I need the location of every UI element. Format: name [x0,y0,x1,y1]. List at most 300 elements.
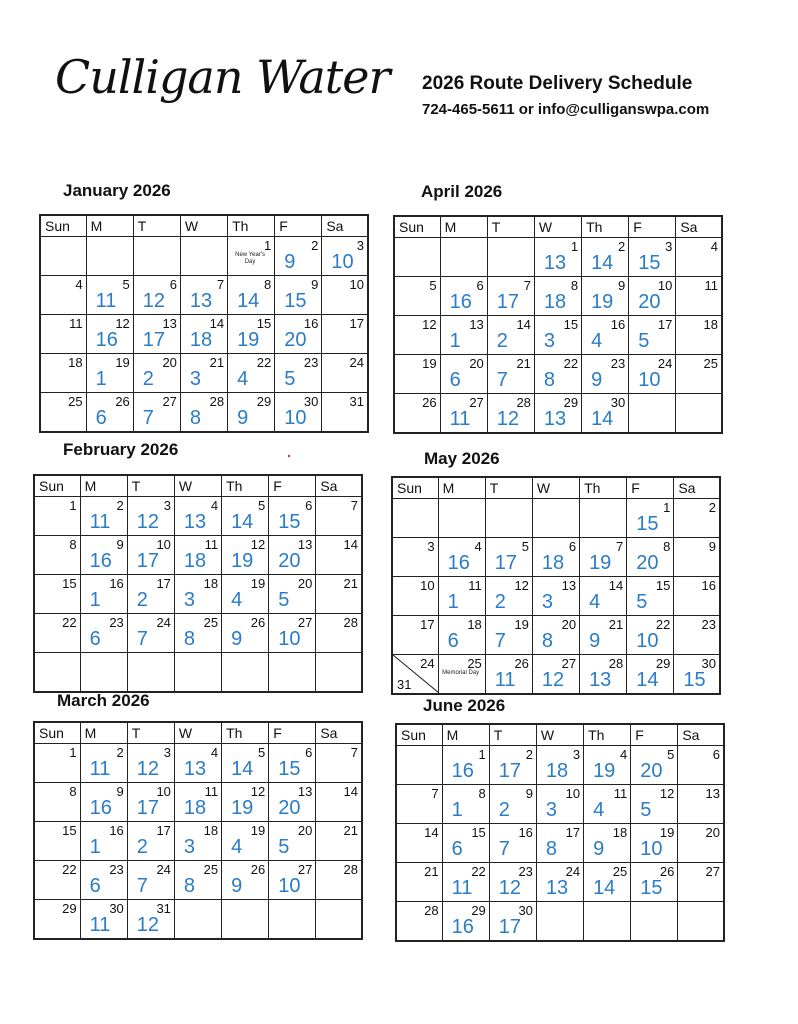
route-number: 10 [331,251,354,273]
day-cell [532,499,579,538]
day-number: 19 [514,617,529,632]
day-cell [627,577,674,616]
route-number: 2 [496,330,508,352]
day-number: 9 [311,277,319,292]
day-number: 29 [62,901,77,916]
route-number: 5 [638,330,650,352]
day-cell [678,902,724,942]
day-cell [392,538,438,577]
day-number: 6 [476,278,484,293]
route-number: 16 [95,329,118,351]
day-cell [269,822,316,861]
day-cell [180,315,227,354]
day-cell [442,824,489,863]
route-number: 7 [494,630,506,652]
route-number: 18 [543,291,567,313]
route-number: 9 [231,628,243,650]
day-cell [582,316,629,355]
route-number: 13 [183,758,207,780]
day-cell [536,746,583,785]
day-cell [438,538,485,577]
day-cell [580,538,627,577]
route-number: 1 [449,330,461,352]
day-number: 7 [523,278,531,293]
weekday-header: Th [580,477,627,499]
calendar-march [33,721,363,940]
weekday-header: W [174,722,221,744]
day-number: 22 [563,356,579,371]
day-cell [34,822,80,861]
day-number: 26 [250,862,266,877]
week-row [394,316,722,355]
day-number: 4 [474,539,482,554]
day-cell [489,746,536,785]
route-number: 5 [278,589,290,611]
day-number: 13 [297,784,313,799]
day-cell [127,497,174,536]
week-row [34,614,362,653]
day-cell [678,863,724,902]
weekday-header: Sun [394,216,440,238]
route-number: 18 [183,550,207,572]
day-number: 23 [518,864,533,879]
day-cell [489,863,536,902]
day-cell [127,653,174,693]
day-number: 26 [514,656,529,671]
day-cell [629,277,676,316]
day-cell [34,783,80,822]
holiday-note: New Year's Day [235,252,265,265]
route-number: 10 [636,630,659,652]
week-row [40,354,368,393]
day-number: 27 [561,656,577,671]
route-number: 3 [543,330,556,352]
route-number: 4 [593,799,605,821]
day-cell [34,614,80,653]
week-row [34,822,362,861]
day-cell [275,276,322,315]
day-cell [133,354,180,393]
day-cell [580,577,627,616]
day-number: 21 [424,864,439,879]
day-cell [86,315,133,354]
day-cell [80,536,127,575]
stray-dot [288,455,290,457]
day-number: 17 [156,823,171,838]
week-row [40,276,368,315]
day-number: 11 [704,278,718,293]
day-number: 6 [568,539,577,554]
week-row [34,575,362,614]
route-number: 10 [284,407,307,429]
weekday-header: Th [222,722,269,744]
route-number: 10 [638,369,661,391]
route-number: 12 [142,290,166,312]
day-number: 3 [163,498,171,513]
day-cell [582,238,629,277]
week-row [34,861,362,900]
day-number: 25 [68,394,83,409]
route-number: 4 [591,330,603,352]
day-cell [40,315,86,354]
route-number: 8 [543,369,556,391]
route-number: 9 [237,407,249,429]
day-number: 30 [518,903,533,918]
day-number: 3 [572,747,581,762]
route-number: 12 [496,408,520,430]
route-number: 11 [89,511,111,533]
day-number: 1 [663,500,671,515]
day-cell [322,354,368,393]
day-cell [222,783,269,822]
weekday-header: T [133,215,180,237]
calendar-june [395,723,725,942]
day-number: 5 [667,747,675,762]
weekday-header: Sun [34,475,80,497]
day-cell [86,237,133,276]
week-row [34,783,362,822]
route-number: 10 [278,875,301,897]
day-number: 19 [250,823,266,838]
weekday-header: Th [584,724,631,746]
weekday-header: Sun [396,724,442,746]
day-cell [485,655,532,695]
week-row [396,863,724,902]
culligan-logo: Culligan Water [55,50,390,104]
day-number: 12 [514,578,529,593]
day-number: 16 [701,578,716,593]
weekday-header: Th [582,216,629,238]
day-cell [534,355,581,394]
route-number: 17 [496,291,520,313]
day-cell [80,783,127,822]
day-cell [631,785,678,824]
day-cell [127,783,174,822]
week-row [34,900,362,940]
day-number: 30 [610,395,626,410]
day-number: 31 [397,677,412,692]
day-cell [485,577,532,616]
route-number: 12 [498,877,522,899]
day-number: 21 [608,617,624,632]
route-number: 17 [498,760,522,782]
day-cell [394,394,440,434]
day-cell [222,822,269,861]
day-cell [396,863,442,902]
day-number: 9 [617,278,626,293]
day-number: 5 [257,498,266,513]
weekday-header: W [532,477,579,499]
day-number: 24 [156,615,171,630]
month-title-february: February 2026 [63,440,179,459]
route-number: 12 [136,511,160,533]
calendar-january [39,214,369,433]
day-cell [316,614,362,653]
day-number: 8 [478,786,486,801]
route-number: 16 [449,291,472,313]
route-number: 19 [589,552,612,574]
day-cell [269,744,316,783]
day-number: 16 [610,317,626,332]
day-cell [487,277,534,316]
day-cell [674,616,720,655]
day-number: 15 [256,316,272,331]
day-cell [676,277,722,316]
day-cell [80,900,127,940]
day-cell [627,616,674,655]
day-number: 2 [708,500,716,515]
day-number: 17 [657,317,673,332]
day-number: 31 [156,901,171,916]
day-number: 30 [701,656,716,671]
day-cell [133,393,180,433]
month-title-june: June 2026 [423,696,506,715]
day-number: 27 [162,394,177,409]
day-number: 3 [356,238,364,253]
day-cell [34,497,80,536]
day-number: 26 [422,395,437,410]
weekday-header: Sa [322,215,368,237]
day-cell [582,394,629,434]
day-cell [676,238,722,277]
day-number: 12 [250,784,266,799]
day-cell [536,785,583,824]
weekday-header: M [80,722,127,744]
day-cell [222,744,269,783]
day-number: 29 [471,903,486,918]
day-cell [631,902,678,942]
month-title-may: May 2026 [424,449,500,468]
day-cell [174,575,221,614]
day-number: 10 [156,784,171,799]
holiday-note: Memorial Day [442,670,480,676]
day-number: 27 [469,395,484,410]
day-cell [222,497,269,536]
week-row [396,824,724,863]
day-number: 9 [116,784,124,799]
day-number: 3 [163,745,171,760]
day-number: 13 [162,316,177,331]
day-cell [394,277,440,316]
day-cell [584,746,631,785]
day-cell [442,785,489,824]
day-cell [676,316,722,355]
day-cell [316,861,362,900]
day-number: 4 [75,277,83,292]
day-number: 22 [471,864,486,879]
day-number: 30 [303,394,319,409]
day-number: 21 [516,356,531,371]
day-number: 25 [612,864,628,879]
weekday-header: W [536,724,583,746]
day-number: 16 [303,316,319,331]
day-cell [438,499,485,538]
route-number: 6 [447,630,459,652]
route-number: 16 [89,797,112,819]
day-cell [392,655,438,695]
day-number: 18 [467,617,482,632]
day-number: 25 [467,656,482,671]
day-number: 2 [617,239,626,254]
day-cell [127,744,174,783]
route-number: 7 [136,875,148,897]
route-number: 16 [447,552,470,574]
day-number: 16 [518,825,533,840]
day-number: 11 [204,784,219,799]
day-cell [487,316,534,355]
day-number: 24 [156,862,171,877]
weekday-header: T [487,216,534,238]
day-cell [269,497,316,536]
route-number: 2 [494,591,506,613]
day-cell [34,653,80,693]
day-cell [316,653,362,693]
day-cell [34,575,80,614]
day-cell [34,744,80,783]
day-cell [532,616,579,655]
day-number: 15 [62,823,77,838]
day-number: 21 [343,576,358,591]
route-number: 18 [545,760,569,782]
day-number: 24 [420,656,435,671]
route-number: 14 [231,511,254,533]
day-cell [534,316,581,355]
route-number: 12 [136,914,160,936]
route-number: 5 [636,591,648,613]
week-row [34,536,362,575]
day-number: 22 [62,862,77,877]
day-number: 20 [297,823,313,838]
route-number: 11 [451,877,473,899]
route-number: 14 [636,669,659,691]
week-row [392,577,720,616]
day-cell [222,536,269,575]
weekday-header: Th [228,215,275,237]
day-number: 18 [612,825,628,840]
day-number: 30 [109,901,124,916]
route-number: 5 [278,836,290,858]
day-cell [228,315,275,354]
route-number: 7 [136,628,148,650]
day-cell [485,499,532,538]
day-cell [40,276,86,315]
day-cell [222,900,269,940]
week-row [396,785,724,824]
day-cell [316,536,362,575]
day-number: 14 [516,317,531,332]
day-cell [228,276,275,315]
day-cell [629,355,676,394]
day-number: 8 [263,277,272,292]
day-number: 6 [305,498,313,513]
day-cell [396,902,442,942]
day-number: 12 [115,316,130,331]
week-row [394,355,722,394]
day-cell [269,614,316,653]
day-cell [536,902,583,942]
day-cell [396,785,442,824]
week-row [34,653,362,693]
day-cell [222,861,269,900]
route-number: 13 [183,511,207,533]
route-number: 4 [231,589,243,611]
day-cell [80,822,127,861]
day-number: 9 [525,786,533,801]
route-number: 3 [189,368,202,390]
day-number: 24 [565,864,581,879]
day-cell [316,575,362,614]
day-cell [174,783,221,822]
day-number: 24 [349,355,364,370]
weekday-header: T [485,477,532,499]
day-cell [322,315,368,354]
day-cell [174,900,221,940]
route-number: 8 [541,630,554,652]
route-number: 19 [591,291,614,313]
day-cell [580,616,627,655]
route-number: 12 [541,669,565,691]
week-row [34,744,362,783]
day-cell [629,316,676,355]
day-number: 12 [422,317,437,332]
day-number: 19 [659,825,675,840]
day-number: 8 [69,537,77,552]
day-number: 5 [257,745,266,760]
day-cell [532,538,579,577]
calendar-april [393,215,723,434]
day-cell [487,355,534,394]
day-cell [489,824,536,863]
day-cell [627,655,674,695]
day-cell [174,822,221,861]
route-number: 14 [593,877,616,899]
route-number: 7 [142,407,154,429]
day-cell [442,746,489,785]
day-cell [392,616,438,655]
day-cell [174,744,221,783]
weekday-header: W [534,216,581,238]
route-number: 9 [284,251,296,273]
day-cell [80,575,127,614]
day-cell [438,577,485,616]
week-row [396,746,724,785]
day-number: 26 [250,615,266,630]
day-cell [86,393,133,433]
day-cell [536,863,583,902]
day-number: 8 [663,539,671,554]
day-cell [86,276,133,315]
day-cell [316,783,362,822]
route-number: 14 [231,758,254,780]
route-number: 7 [498,838,510,860]
week-row [392,538,720,577]
day-number: 13 [297,537,313,552]
day-cell [174,497,221,536]
day-number: 12 [250,537,266,552]
day-cell [174,536,221,575]
day-number: 14 [343,784,358,799]
route-number: 7 [496,369,508,391]
day-cell [489,902,536,942]
route-number: 20 [636,552,659,574]
day-number: 15 [655,578,671,593]
day-cell [269,653,316,693]
day-number: 19 [422,356,437,371]
day-cell [534,238,581,277]
day-number: 21 [343,823,358,838]
day-cell [180,237,227,276]
day-number: 2 [116,745,124,760]
